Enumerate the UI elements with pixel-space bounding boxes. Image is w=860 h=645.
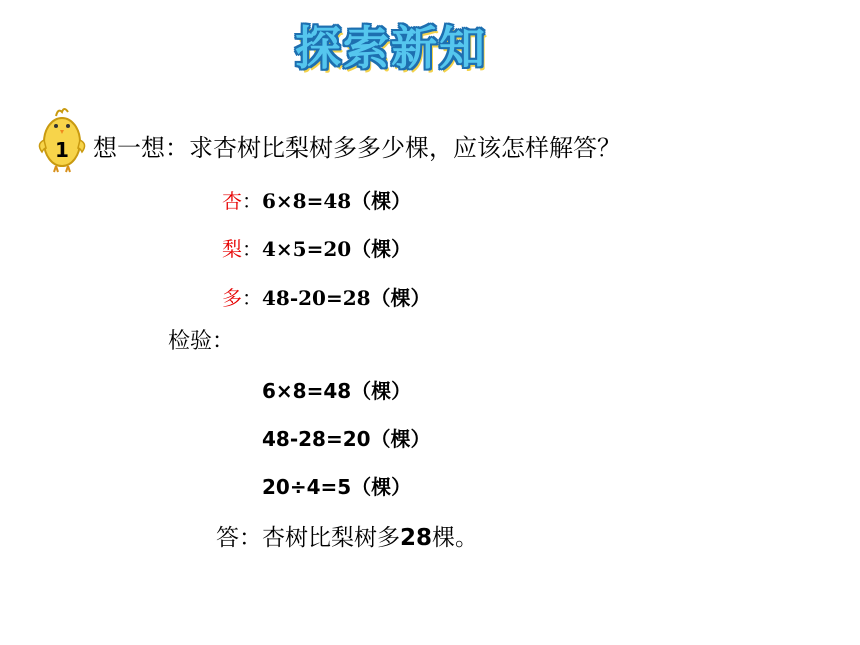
calc-expression: 4×5=20（棵） [262, 237, 412, 261]
calc-sep: ： [242, 237, 262, 261]
problem-number: 1 [55, 138, 69, 162]
answer-text [216, 522, 478, 554]
calc-line-pear [222, 235, 411, 263]
answer-number: 28 [400, 525, 433, 551]
calc-line-apricot [222, 187, 411, 215]
calc-expression: 6×8=48（棵） [262, 189, 412, 213]
calc-line-difference [222, 284, 431, 312]
answer-prefix: 答：杏树比梨树多 [216, 525, 400, 551]
calc-label: 梨 [222, 237, 242, 261]
check-line: 6×8=48（棵） [262, 379, 412, 403]
calc-sep: ： [242, 286, 262, 310]
check-line: 20÷4=5（棵） [262, 475, 412, 499]
calc-label: 多 [222, 286, 242, 310]
check-title: 检验： [168, 329, 235, 354]
answer-suffix: 棵。 [432, 525, 479, 551]
calc-label: 杏 [222, 189, 242, 213]
chick-number-badge [34, 106, 90, 176]
calc-expression: 48-20=28（棵） [262, 286, 431, 310]
question-text: 想一想：求杏树比梨树多多少棵，应该怎样解答？ [93, 134, 621, 162]
page-title: 探索新知 [295, 21, 487, 75]
check-line: 48-28=20（棵） [262, 427, 431, 451]
calc-sep: ： [242, 189, 262, 213]
